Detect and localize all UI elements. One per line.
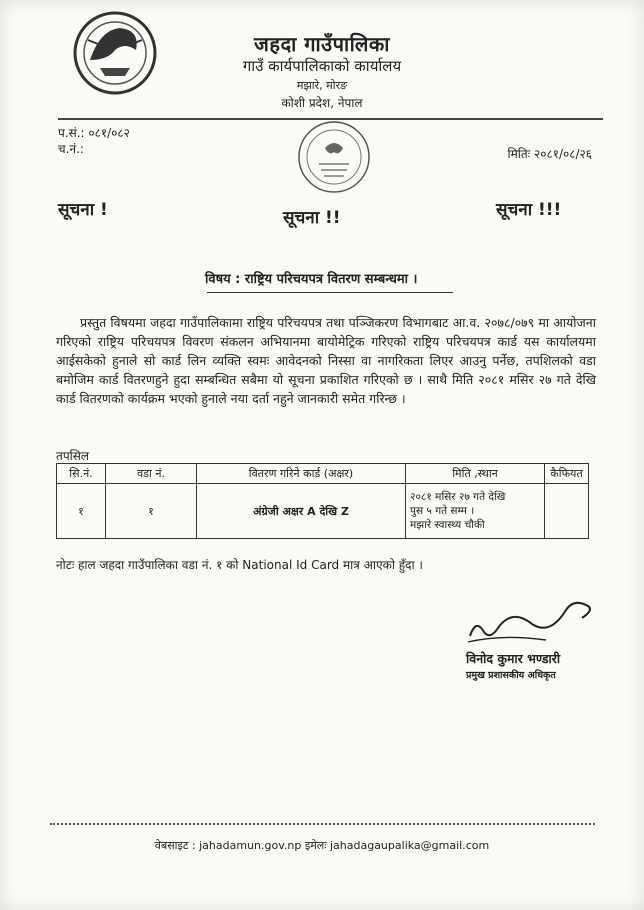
footer-divider [50, 823, 595, 825]
cell-cards: अंग्रेजी अक्षर A देखि Z [197, 484, 406, 539]
document-date: मितिः २०८१/०८/२६ [507, 147, 592, 161]
note-text: नोटः हाल जहदा गाउँपालिका वडा नं. १ को National Id Card मात्र आएको हुँदा । [56, 558, 423, 572]
date-line-2: पुस ५ गते सम्म । [410, 505, 475, 517]
notice-body: प्रस्तुत विषयमा जहदा गाउँपालिकामा राष्ट्रिय परिचयपत्र तथा पञ्जिकरण विभागबाट आ.व. २०७८/०७९ मा आयोजना गरिएको राष्ट्रिय परिचयपत्र विवरण संकलन अभियानमा बायोमेट्रिक गरिएको राष्ट्रिय परिचयपत्र कार्ड यस कार्यालयमा आईसकेको हुनाले सो कार्ड लिन व्यक्ति स्वमः आवेदनको निस्सा वा नागरिकता लिएर आउनु पर्नेछ, तपशिलको वडा बमोजिम कार्ड वितरणहुने हुदा सम्बन्धित सबैमा यो सूचना प्रकाशित गरिएको छ । साथै मिति २०८१ मसिर २७ गते देखि कार्ड वितरणको कार्यक्रम भएको हुनाले नया दर्ता नहुने जानकारी समेत गरिन्छ । [56, 315, 596, 406]
chalani-number: च.नं.: [58, 142, 84, 156]
signatory-title: प्रमुख प्रशासकीय अधिकृत [466, 670, 556, 681]
signature-icon [462, 588, 602, 648]
col-ward: वडा नं. [106, 464, 197, 484]
footer-contact: वेबसाइट : jahadamun.gov.np इमेलः jahadagaupalika@gmail.com [154, 839, 490, 852]
office-name: गाउँ कार्यपालिकाको कार्यालय [242, 57, 402, 75]
office-province: कोशी प्रदेश, नेपाल [281, 96, 363, 110]
notice-label-3: सूचना !!! [496, 200, 562, 220]
col-date-place: मिति ,स्थान [406, 464, 545, 484]
col-remarks: कैफियत [545, 464, 589, 484]
cell-ward: १ [106, 484, 197, 539]
col-sn: सि.नं. [57, 464, 106, 484]
notice-label-2: सूचना !! [283, 208, 341, 228]
date-line-3: मझारे स्वास्थ्य चौकी [410, 519, 485, 531]
cell-remarks [545, 484, 589, 539]
signatory-name: विनोद कुमार भण्डारी [466, 651, 561, 666]
table-header-row [57, 464, 589, 484]
date-line-1: २०८१ मसिर २७ गते देखि [410, 491, 506, 503]
office-stamp-icon [295, 118, 373, 196]
patra-sankhya: प.सं.: ०८१/०८२ [58, 126, 130, 140]
office-place: मझारे, मोरङ [296, 79, 348, 92]
notice-label-1: सूचना ! [58, 200, 108, 220]
table-caption: तपसिल [56, 449, 90, 463]
col-cards: वितरण गरिने कार्ड (अक्षर) [197, 464, 406, 484]
org-name: जहदा गाउँपालिका [254, 32, 390, 56]
subject-line: विषय : राष्ट्रिय परिचयपत्र वितरण सम्बन्धमा । [205, 272, 418, 287]
table-row [57, 484, 589, 539]
subject-underline [207, 292, 453, 293]
cell-date-place [406, 484, 545, 539]
cell-sn: १ [57, 484, 106, 539]
distribution-table [56, 463, 589, 539]
